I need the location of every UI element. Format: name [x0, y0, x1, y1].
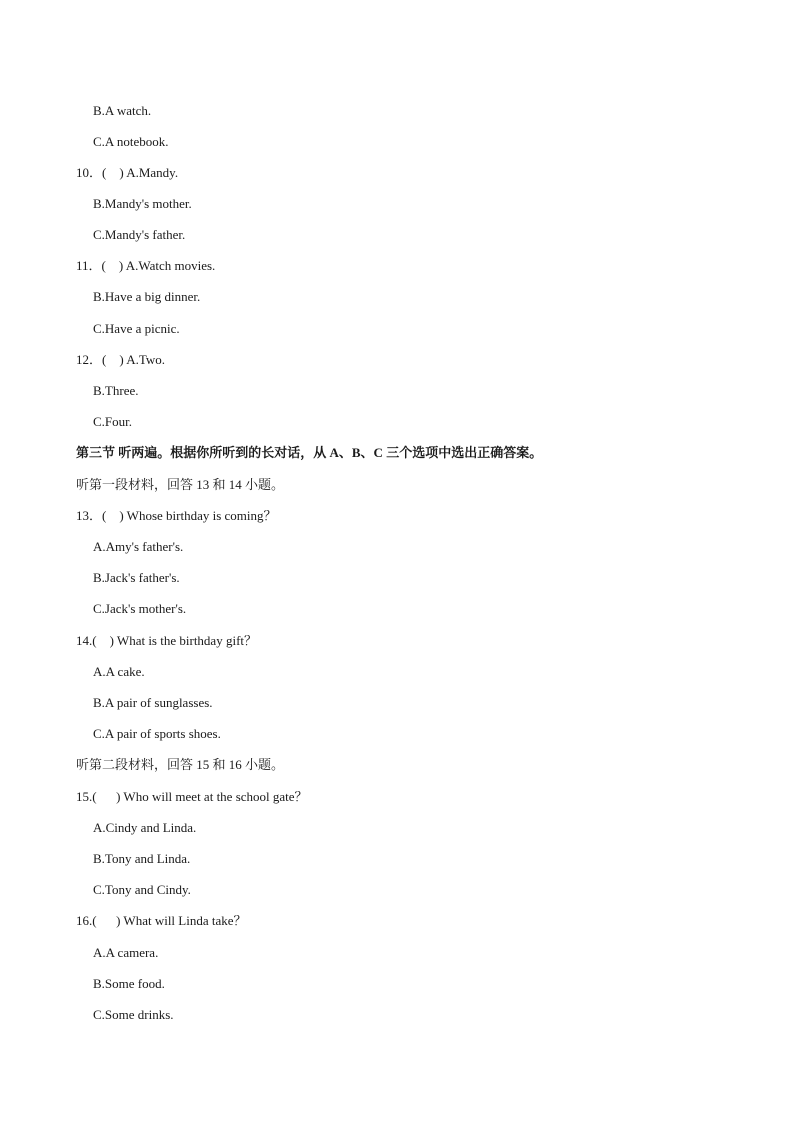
option-14b: B.A pair of sunglasses. [93, 695, 213, 710]
section-heading: 第三节 听两遍。根据你所听到的长对话，从 A、B、C 三个选项中选出正确答案。 [76, 445, 543, 460]
option-9b: B.A watch. [93, 103, 152, 118]
option-16c: C.Some drinks. [93, 1007, 174, 1022]
question-12: 12．( ) A.Two. [76, 352, 166, 367]
option-13b: B.Jack's father's. [93, 570, 180, 585]
option-14c: C.A pair of sports shoes. [93, 726, 221, 741]
question-10: 10．( ) A.Mandy. [76, 165, 179, 180]
option-14a: A.A cake. [93, 664, 145, 679]
option-16b: B.Some food. [93, 976, 165, 991]
option-15b: B.Tony and Linda. [93, 851, 191, 866]
question-11: 11．( ) A.Watch movies. [76, 258, 216, 273]
question-14: 14.( ) What is the birthday gift？ [76, 633, 258, 648]
option-13a: A.Amy's father's. [93, 539, 184, 554]
option-10c: C.Mandy's father. [93, 227, 186, 242]
option-13c: C.Jack's mother's. [93, 601, 187, 616]
option-16a: A.A camera. [93, 945, 159, 960]
question-13: 13．( ) Whose birthday is coming？ [76, 508, 277, 523]
instruction-part2: 听第二段材料，回答 15 和 16 小题。 [76, 757, 285, 772]
option-12b: B.Three. [93, 383, 139, 398]
option-12c: C.Four. [93, 414, 133, 429]
option-15c: C.Tony and Cindy. [93, 882, 191, 897]
question-15: 15.( ) Who will meet at the school gate？ [76, 789, 308, 804]
option-11b: B.Have a big dinner. [93, 289, 201, 304]
option-10b: B.Mandy's mother. [93, 196, 192, 211]
option-9c: C.A notebook. [93, 134, 169, 149]
option-15a: A.Cindy and Linda. [93, 820, 197, 835]
option-11c: C.Have a picnic. [93, 321, 180, 336]
instruction-part1: 听第一段材料，回答 13 和 14 小题。 [76, 477, 285, 492]
question-16: 16.( ) What will Linda take？ [76, 913, 247, 928]
